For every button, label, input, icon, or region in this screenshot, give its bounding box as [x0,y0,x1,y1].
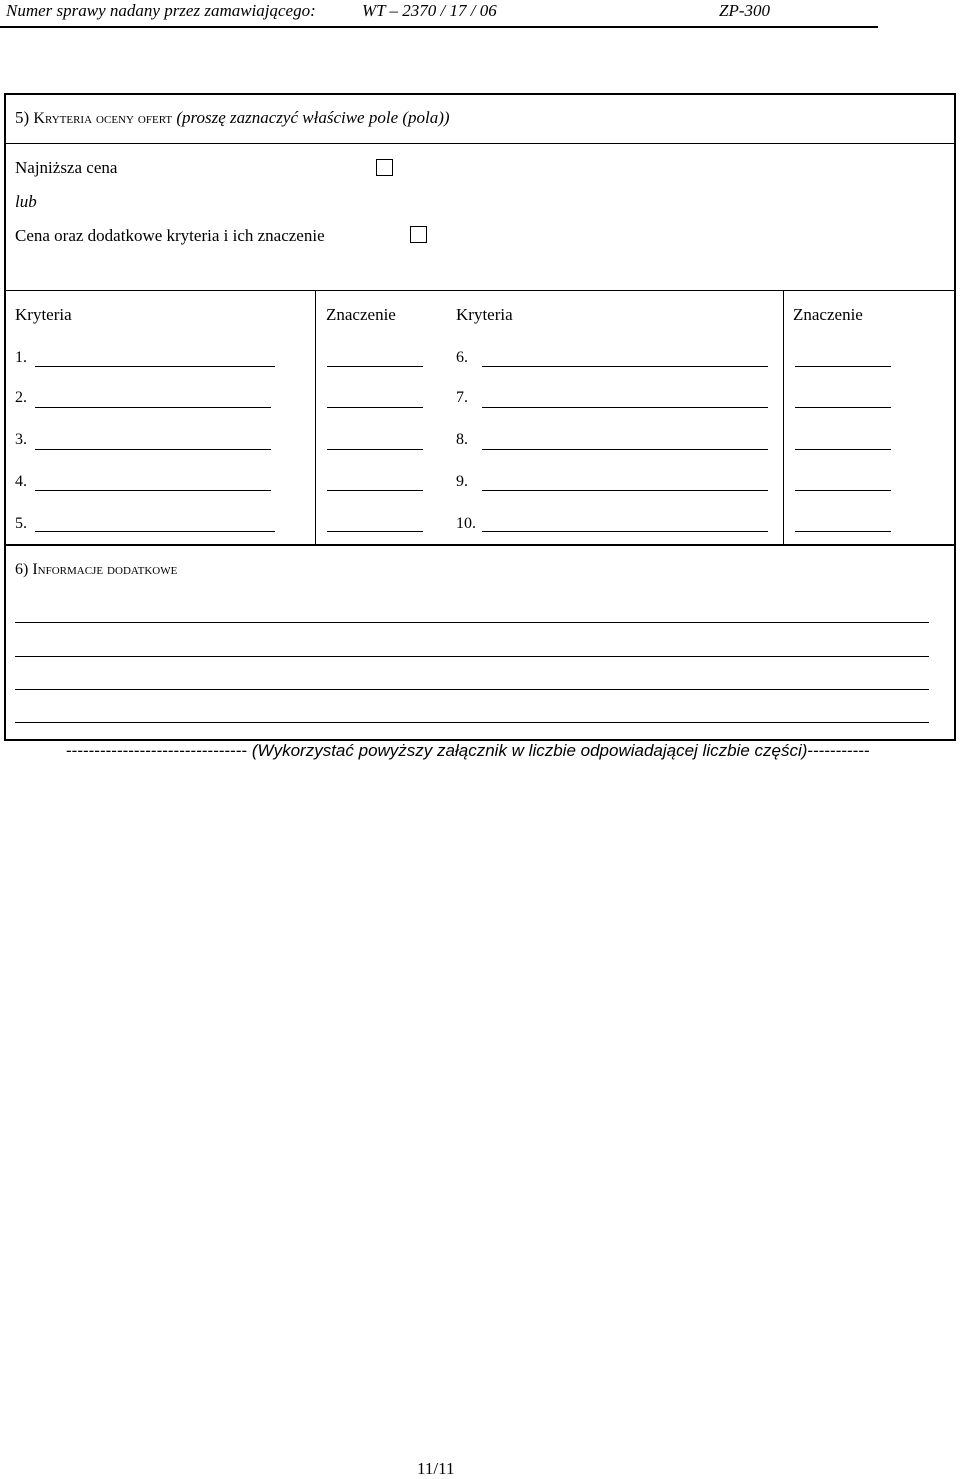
section5-instruction: (proszę zaznaczyć właściwe pole [176,108,399,127]
weight-field-9[interactable] [795,490,891,491]
criterion-field-6[interactable] [482,366,768,367]
case-number-label: Numer sprawy nadany przez zamawiającego: [6,1,316,20]
weight-field-6[interactable] [795,366,891,367]
col-weight-left: Znaczenie [326,305,396,324]
criterion-field-3[interactable] [35,449,271,450]
criterion-number-10: 10. [456,515,476,532]
weight-field-2[interactable] [327,407,423,408]
info-line-2[interactable] [15,656,929,657]
usage-note [66,741,870,761]
criterion-number-5: 5. [15,515,27,532]
col-weight-right: Znaczenie [793,305,863,324]
criterion-number-3: 3. [15,431,27,448]
criteria-table-top [6,290,954,291]
criterion-number-7: 7. [456,389,468,406]
weight-field-4[interactable] [327,490,423,491]
criterion-field-1[interactable] [35,366,275,367]
usage-note-text: (Wykorzystać powyższy załącznik w liczbie odpowiadającej liczbie części) [251,741,808,760]
header-rule [0,26,878,28]
criterion-number-6: 6. [456,349,468,366]
section5-instruction-end: (pola)) [402,108,450,127]
criterion-number-9: 9. [456,473,468,490]
or-label: lub [15,192,37,211]
criterion-number-4: 4. [15,473,27,490]
criterion-field-4[interactable] [35,490,271,491]
price-criteria-checkbox[interactable] [410,226,427,243]
form-code: ZP-300 [719,1,770,20]
section5-heading: Kryteria oceny ofert [33,110,173,127]
form-frame [4,93,956,741]
section5-title [15,108,450,128]
section5-number: 5) [15,108,30,127]
criterion-field-2[interactable] [35,407,271,408]
section6-title [15,561,177,579]
criterion-field-7[interactable] [482,407,768,408]
weight-field-3[interactable] [327,449,423,450]
section6-number: 6) [15,561,29,578]
section5-title-divider [6,143,954,144]
section6-heading: Informacje dodatkowe [32,561,178,578]
criteria-col-divider-2 [783,290,784,544]
option-price-criteria-label: Cena oraz dodatkowe kryteria i ich znaczenie [15,226,325,245]
case-number: WT – 2370 / 17 / 06 [362,1,497,20]
criterion-field-9[interactable] [482,490,768,491]
page-number: 11/11 [417,1459,455,1478]
criterion-number-1: 1. [15,349,27,366]
criterion-field-10[interactable] [482,531,768,532]
info-line-1[interactable] [15,622,929,623]
weight-field-8[interactable] [795,449,891,450]
col-criteria-left: Kryteria [15,305,72,324]
criterion-field-8[interactable] [482,449,768,450]
criterion-field-5[interactable] [35,531,275,532]
criterion-number-2: 2. [15,389,27,406]
weight-field-10[interactable] [795,531,891,532]
criteria-col-divider-1 [315,290,316,544]
weight-field-1[interactable] [327,366,423,367]
criterion-number-8: 8. [456,431,468,448]
info-line-3[interactable] [15,689,929,690]
section6-divider [6,544,954,546]
info-line-4[interactable] [15,722,929,723]
usage-note-dashes-right: ----------- [807,741,870,760]
option-lowest-price-label: Najniższa cena [15,158,118,177]
usage-note-dashes-left: -------------------------------- [66,741,248,760]
col-criteria-right: Kryteria [456,305,513,324]
lowest-price-checkbox[interactable] [376,159,393,176]
weight-field-7[interactable] [795,407,891,408]
weight-field-5[interactable] [327,531,423,532]
